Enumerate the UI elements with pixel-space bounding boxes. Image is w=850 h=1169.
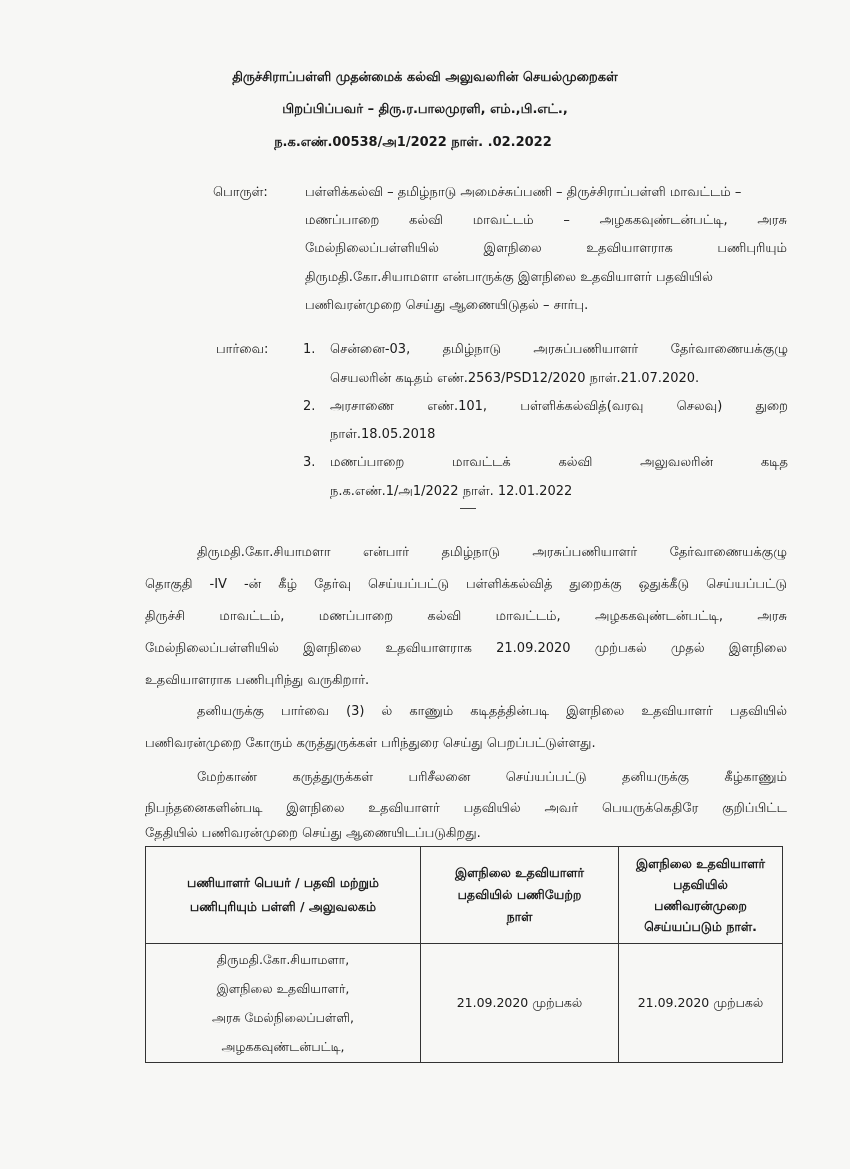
header-text: பணியாளர் பெயர் / பதவி மற்றும் xyxy=(187,875,379,890)
header-text: இளநிலை உதவியாளர் xyxy=(454,865,585,880)
references-label: பார்வை: xyxy=(216,342,269,357)
separator-dash xyxy=(460,508,476,509)
header-text: பதவியில் பணியேற்ற xyxy=(457,887,582,902)
reference-2-line: அரசாணை எண்.101, பள்ளிக்கல்வித்(வரவு செலவு) துறை xyxy=(330,399,788,414)
column-header-regularized xyxy=(619,847,783,944)
header-text: பணிபுரியும் பள்ளி / அலுவலகம் xyxy=(189,899,377,914)
regularization-table xyxy=(145,846,783,1063)
header-text: பணிவரன்முறை xyxy=(654,898,747,913)
reference-1-line: செயலரின் கடிதம் எண்.2563/PSD12/2020 நாள்.21.07.2020. xyxy=(330,371,700,386)
header-text: நாள் xyxy=(506,909,533,924)
subject-label: பொருள்: xyxy=(213,185,268,200)
paragraph-3-line: நிபந்தனைகளின்படி இளநிலை உதவியாளர் பதவியில் அவர் பெயருக்கெதிரே குறிப்பிட்ட xyxy=(145,801,787,816)
employee-line: திருமதி.கோ.சியாமளா, xyxy=(216,952,350,967)
table-row xyxy=(146,944,783,1063)
column-header-joined xyxy=(421,847,619,944)
column-header-name xyxy=(146,847,421,944)
table-header-row xyxy=(146,847,783,944)
reference-2-line: நாள்.18.05.2018 xyxy=(330,427,436,442)
paragraph-1-line: மேல்நிலைப்பள்ளியில் இளநிலை உதவியாளராக 21.09.2020 முற்பகல் முதல் இளநிலை xyxy=(145,641,787,656)
employee-cell xyxy=(146,944,421,1063)
office-title: திருச்சிராப்பள்ளி முதன்மைக் கல்வி அலுவலரின் செயல்முறைகள் xyxy=(232,70,618,85)
subject-line: மேல்நிலைப்பள்ளியில் இளநிலை உதவியாளராக பணிபுரியும் xyxy=(305,241,787,256)
joined-date-cell: 21.09.2020 முற்பகல் xyxy=(421,944,619,1063)
reference-number: ந.க.எண்.00538/அ1/2022 நாள். .02.2022 xyxy=(274,135,552,150)
paragraph-1-line: உதவியாளராக பணிபுரிந்து வருகிறார். xyxy=(145,673,370,688)
subject-line: பணிவரன்முறை செய்து ஆணையிடுதல் – சார்பு. xyxy=(305,298,589,313)
subject-line: மணப்பாறை கல்வி மாவட்டம் – அழககவுண்டன்பட்டி, அரசு xyxy=(305,213,787,228)
reference-number-2: 2. xyxy=(303,399,316,414)
paragraph-3-line: தேதியில் பணிவரன்முறை செய்து ஆணையிடப்படுகிறது. xyxy=(145,826,481,841)
reference-number-1: 1. xyxy=(303,342,316,357)
paragraph-1-line: திருச்சி மாவட்டம், மணப்பாறை கல்வி மாவட்டம், அழககவுண்டன்பட்டி, அரசு xyxy=(145,609,787,624)
paragraph-1-line: திருமதி.கோ.சியாமளா என்பார் தமிழ்நாடு அரசுப்பணியாளர் தேர்வாணையக்குழு xyxy=(197,545,787,560)
paragraph-2-line: தனியருக்கு பார்வை (3) ல் காணும் கடிதத்தின்படி இளநிலை உதவியாளர் பதவியில் xyxy=(197,704,787,719)
header-text: இளநிலை உதவியாளர் xyxy=(635,856,766,871)
regularized-date-cell: 21.09.2020 முற்பகல் xyxy=(619,944,783,1063)
subject-line: திருமதி.கோ.சியாமளா என்பாருக்கு இளநிலை உதவியாளர் பதவியில் xyxy=(305,270,713,285)
employee-line: இளநிலை உதவியாளர், xyxy=(216,981,350,996)
employee-line: அழககவுண்டன்பட்டி, xyxy=(221,1039,345,1054)
paragraph-2-line: பணிவரன்முறை கோரும் கருத்துருக்கள் பரிந்துரை செய்து பெறப்பட்டுள்ளது. xyxy=(145,736,596,751)
reference-1-line: சென்னை-03, தமிழ்நாடு அரசுப்பணியாளர் தேர்வாணையக்குழு xyxy=(330,342,788,357)
employee-line: அரசு மேல்நிலைப்பள்ளி, xyxy=(211,1010,355,1025)
header-text: பதவியில் xyxy=(673,877,728,892)
issuer-line: பிறப்பிப்பவர் – திரு.ர.பாலமுரளி, எம்.,பி.எட்., xyxy=(282,102,568,117)
paragraph-3-line: மேற்காண் கருத்துருக்கள் பரிசீலனை செய்யப்பட்டு தனியருக்கு கீழ்காணும் xyxy=(197,770,787,785)
reference-number-3: 3. xyxy=(303,455,316,470)
paragraph-1-line: தொகுதி -IV -ன் கீழ் தேர்வு செய்யப்பட்டு பள்ளிக்கல்வித் துறைக்கு ஒதுக்கீடு செய்யப்பட்டு xyxy=(145,577,787,592)
reference-3-line: மணப்பாறை மாவட்டக் கல்வி அலுவலரின் கடித xyxy=(330,455,788,470)
reference-3-line: ந.க.எண்.1/அ1/2022 நாள். 12.01.2022 xyxy=(330,484,573,499)
subject-line: பள்ளிக்கல்வி – தமிழ்நாடு அமைச்சுப்பணி – திருச்சிராப்பள்ளி மாவட்டம் – xyxy=(305,185,742,200)
header-text: செய்யப்படும் நாள். xyxy=(644,919,757,934)
